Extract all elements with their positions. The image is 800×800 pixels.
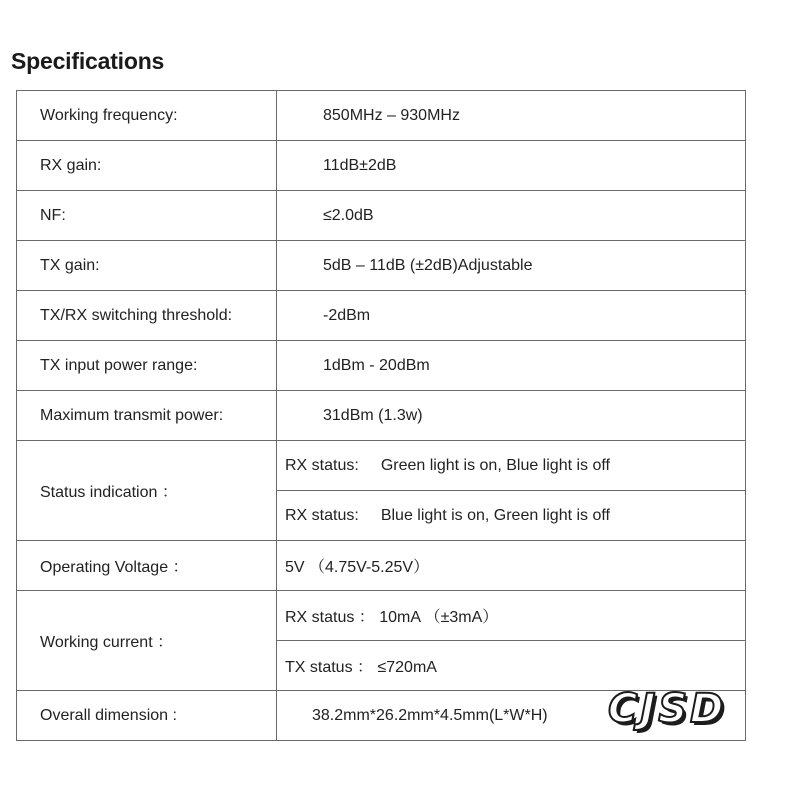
- row-label: NF:: [17, 191, 277, 241]
- status-prefix: RX status:: [285, 456, 359, 474]
- status-indication-label: Status indication ：: [17, 441, 277, 541]
- working-current-tx: TX status ： ≤720mA: [277, 641, 746, 691]
- row-label: TX gain:: [17, 241, 277, 291]
- specifications-table: [16, 90, 746, 741]
- table-row: [17, 191, 746, 241]
- row-label: RX gain:: [17, 141, 277, 191]
- status-line: [277, 491, 746, 541]
- row-value: 11dB±2dB: [277, 141, 746, 191]
- table-row: [17, 541, 746, 591]
- operating-voltage-label: Operating Voltage ：: [17, 541, 277, 591]
- row-value: 5dB – 11dB (±2dB)Adjustable: [277, 241, 746, 291]
- table-row: [17, 291, 746, 341]
- row-label: TX/RX switching threshold:: [17, 291, 277, 341]
- status-text: Blue light is on, Green light is off: [380, 506, 610, 524]
- status-line: [277, 441, 746, 491]
- row-value: -2dBm: [277, 291, 746, 341]
- table-row: [17, 441, 746, 491]
- overall-dimension-value: 38.2mm*26.2mm*4.5mm(L*W*H): [277, 691, 746, 741]
- row-value: 1dBm - 20dBm: [277, 341, 746, 391]
- row-label: Maximum transmit power:: [17, 391, 277, 441]
- table-row: [17, 91, 746, 141]
- status-text: Green light is on, Blue light is off: [380, 456, 610, 474]
- row-value: 850MHz – 930MHz: [277, 91, 746, 141]
- table-row: [17, 391, 746, 441]
- table-row: [17, 241, 746, 291]
- working-current-rx: RX status ： 10mA （±3mA）: [277, 591, 746, 641]
- working-current-label: Working current ：: [17, 591, 277, 691]
- overall-dimension-label: Overall dimension :: [17, 691, 277, 741]
- row-label: Working frequency:: [17, 91, 277, 141]
- cjsd-logo-watermark: CJSD: [608, 686, 727, 732]
- table-row: [17, 341, 746, 391]
- page-title: Specifications: [11, 48, 165, 74]
- row-value: 31dBm (1.3w): [277, 391, 746, 441]
- table-row: [17, 141, 746, 191]
- table-row: [17, 591, 746, 641]
- row-label: TX input power range:: [17, 341, 277, 391]
- status-prefix: RX status:: [285, 506, 359, 524]
- row-value: ≤2.0dB: [277, 191, 746, 241]
- operating-voltage-value: 5V （4.75V-5.25V）: [277, 541, 746, 591]
